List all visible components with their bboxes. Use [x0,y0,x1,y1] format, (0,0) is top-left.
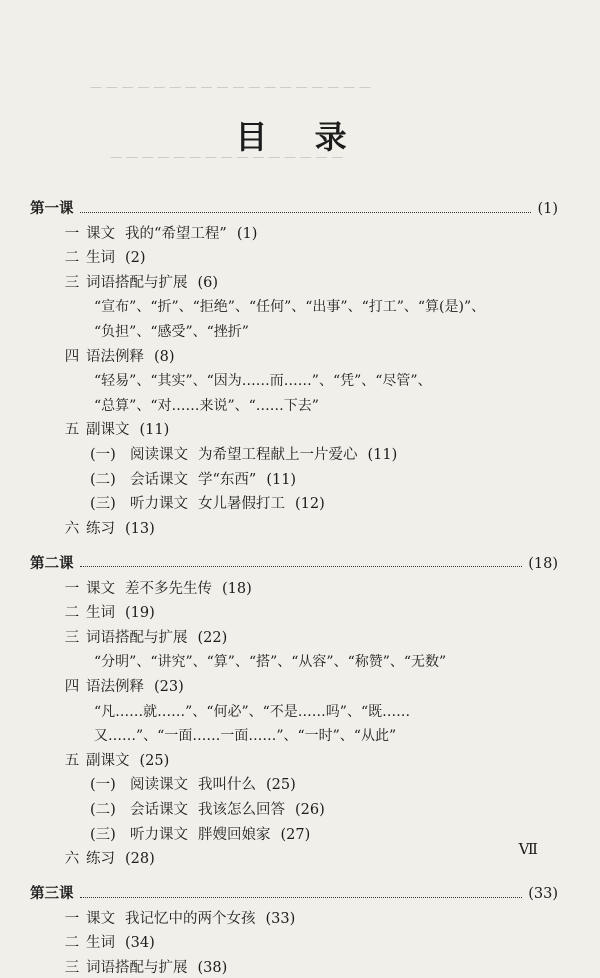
toc-section-row[interactable] [58,677,184,697]
section-page-number: (22) [197,629,228,646]
toc-section-row[interactable] [58,751,169,771]
section-detail-line: “总算”、“对……来说”、“……下去” [94,397,319,414]
toc-subsection-row[interactable] [90,800,325,820]
subsection-title: 听力课文 [130,826,188,843]
section-number: 二 [64,605,80,622]
subsection-page-number: (26) [295,801,325,818]
subsection-title: 会话课文 [130,801,188,818]
section-page-number: (1) [236,225,258,242]
section-detail-line: “负担”、“感受”、“挫折” [94,324,249,340]
toc-section-row[interactable] [58,849,155,869]
toc-section-row[interactable] [58,603,155,623]
subsection-page-number: (12) [295,496,325,513]
section-number: 五 [64,752,80,769]
toc-lesson-row[interactable] [30,554,558,574]
section-title: 课文 [86,225,115,242]
toc-section-row[interactable] [58,420,169,440]
subsection-description: 为希望工程献上一片爱心 [198,447,358,463]
subsection-description: 胖嫂回娘家 [198,826,271,843]
toc-subsection-row[interactable] [90,775,296,795]
section-number: 四 [64,678,80,695]
section-number: 二 [64,935,80,952]
section-title: 生词 [86,605,115,622]
section-title: 生词 [86,935,115,952]
toc-subsection-row[interactable] [90,445,397,465]
subsection-label: (一) [90,777,116,794]
section-number: 四 [64,348,80,365]
toc-section-row[interactable] [58,224,257,244]
section-page-number: (11) [139,422,170,439]
subsection-description: 我该怎么回答 [198,801,285,818]
subsection-description: 我叫什么 [198,777,256,794]
section-number: 一 [64,225,80,242]
subsection-page-number: (27) [280,826,311,843]
section-detail-line: “轻易”、“其实”、“因为……而……”、“凭”、“尽管”、 [94,373,432,390]
toc-section-row[interactable] [58,579,252,599]
section-title: 词语搭配与扩展 [86,629,188,646]
section-page-number: (6) [197,274,219,291]
section-description: 我的“希望工程” [125,225,227,242]
section-page-number: (33) [265,910,296,927]
toc-subsection-row[interactable] [90,825,310,845]
section-number: 一 [64,580,80,597]
toc-lesson-row[interactable] [30,884,558,904]
page-title: 目 录 [235,118,365,156]
section-page-number: (28) [125,851,155,868]
section-detail-line: “宣布”、“折”、“拒绝”、“任何”、“出事”、“打工”、“算(是)”、 [94,299,486,316]
section-detail-line: “分明”、“讲究”、“算”、“搭”、“从容”、“称赞”、“无数” [94,654,447,671]
toc-section-row[interactable] [58,347,175,367]
page-folio: Ⅶ [518,840,538,858]
subsection-description: 学“东西” [198,471,257,488]
section-page-number: (25) [139,752,170,769]
subsection-label: (三) [90,496,116,513]
toc-section-row[interactable] [58,628,227,648]
bleed-through-text: — — — — — — — — — — — — — — — [110,150,344,164]
subsection-title: 听力课文 [130,496,188,513]
dot-leader [80,566,523,567]
lesson-page-number: (33) [528,886,558,903]
section-page-number: (23) [154,678,184,695]
dot-leader [80,212,532,213]
toc-section-row[interactable] [58,519,155,539]
section-title: 课文 [86,580,115,597]
subsection-title: 会话课文 [130,471,188,488]
section-title: 语法例释 [86,678,144,695]
section-title: 词语搭配与扩展 [86,960,188,976]
subsection-page-number: (25) [266,777,296,794]
subsection-title: 阅读课文 [130,777,188,794]
section-page-number: (8) [154,348,175,365]
toc-section-row[interactable] [58,933,155,953]
toc-lesson-row[interactable] [30,199,558,219]
section-page-number: (38) [197,960,228,976]
lesson-page-number: (18) [528,555,558,572]
section-number: 三 [64,629,80,646]
bleed-through-text: — — — — — — — — — — — — — — — — — — [90,80,371,94]
lesson-name: 第三课 [30,886,74,903]
lesson-page-number: (1) [537,201,558,217]
subsection-title: 阅读课文 [130,447,188,463]
section-page-number: (19) [125,605,155,622]
subsection-page-number: (11) [266,471,297,488]
section-title: 词语搭配与扩展 [86,274,188,291]
subsection-label: (三) [90,826,116,843]
subsection-label: (二) [90,801,116,818]
lesson-name: 第二课 [30,555,74,572]
section-description: 差不多先生传 [125,580,212,597]
section-page-number: (18) [222,580,252,597]
section-title: 练习 [86,520,115,537]
section-title: 课文 [86,910,115,927]
section-title: 练习 [86,851,115,868]
section-number: 三 [64,960,80,976]
toc-section-row[interactable] [58,273,218,293]
toc-section-row[interactable] [58,958,227,978]
subsection-description: 女儿暑假打工 [198,496,285,513]
section-detail-line: 又……”、“一面……一面……”、“一时”、“从此” [94,728,397,745]
section-number: 六 [64,520,80,537]
subsection-label: (二) [90,471,116,488]
section-page-number: (34) [125,935,155,952]
toc-subsection-row[interactable] [90,470,296,490]
section-number: 二 [64,250,80,267]
toc-section-row[interactable] [58,248,146,268]
section-detail-line: “凡……就……”、“何必”、“不是……吗”、“既…… [94,703,411,720]
toc-subsection-row[interactable] [90,494,325,514]
section-title: 副课文 [86,422,130,439]
section-number: 五 [64,422,80,439]
section-number: 六 [64,851,80,868]
section-description: 我记忆中的两个女孩 [125,910,256,927]
section-page-number: (2) [125,250,146,267]
subsection-page-number: (11) [367,447,398,463]
section-number: 三 [64,274,80,291]
subsection-label: (一) [90,447,116,463]
section-title: 生词 [86,250,115,267]
section-number: 一 [64,910,80,927]
section-page-number: (13) [125,520,155,537]
section-title: 副课文 [86,752,130,769]
lesson-name: 第一课 [30,201,74,217]
dot-leader [80,897,523,898]
section-title: 语法例释 [86,348,144,365]
